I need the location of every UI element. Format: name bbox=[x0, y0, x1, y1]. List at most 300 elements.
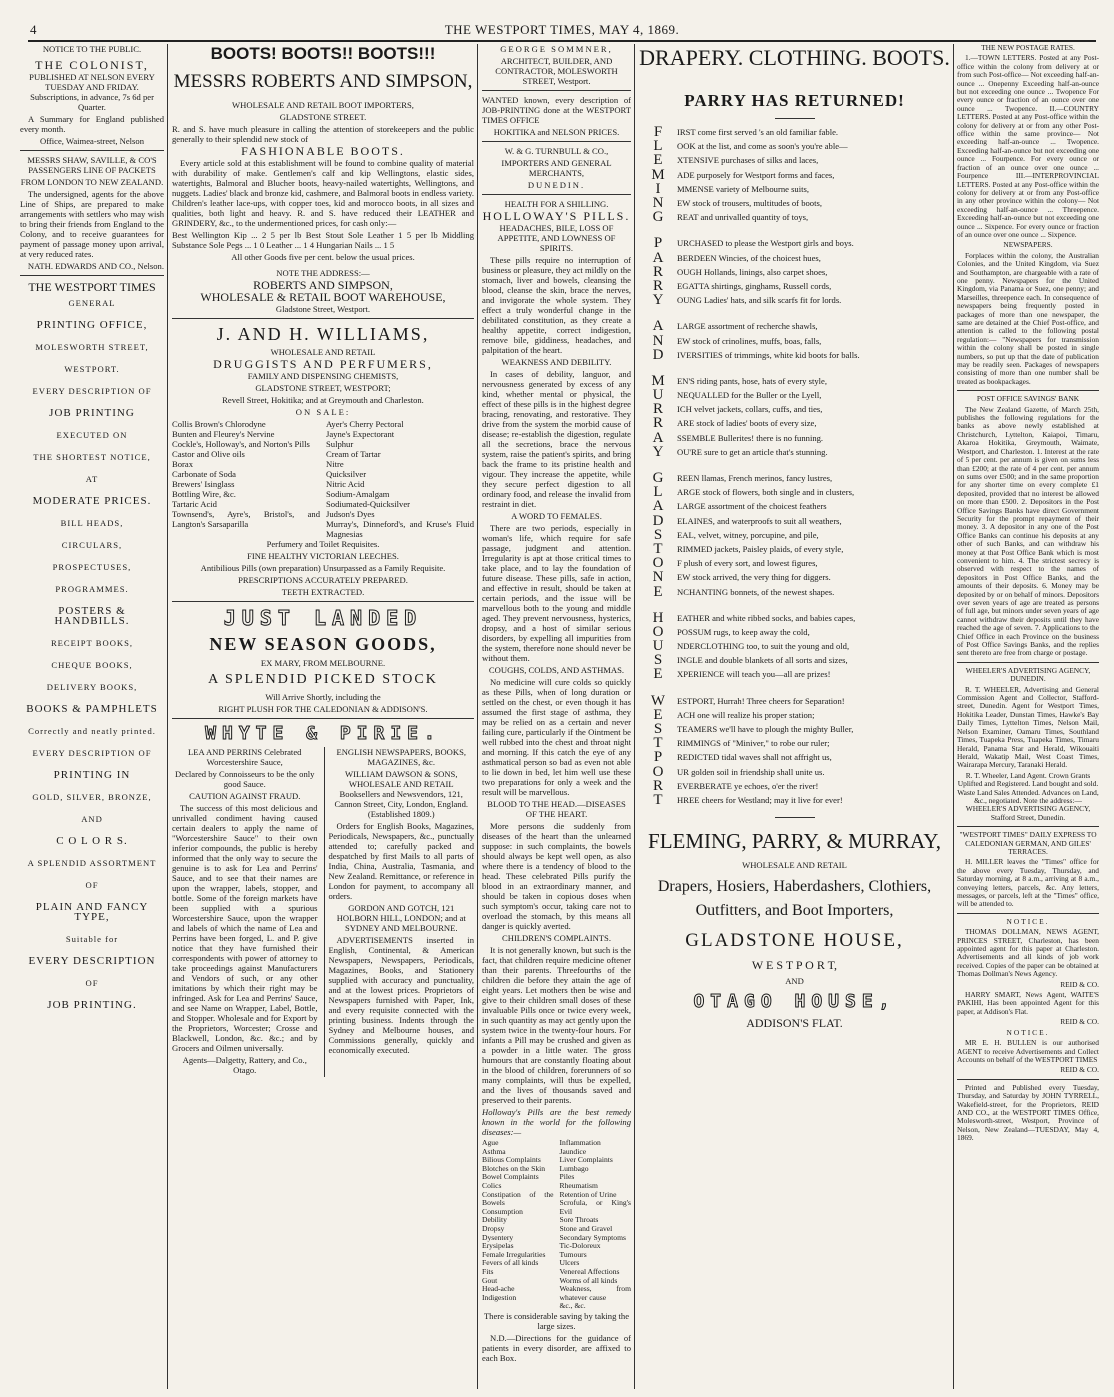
rs-fashion: FASHIONABLE BOOTS. bbox=[241, 144, 405, 158]
list-item: Blotches on the Skin bbox=[482, 1163, 546, 1173]
job-printing-line: A SPLENDID ASSORTMENT bbox=[27, 858, 157, 868]
wg-title: W. & G. TURNBULL & CO., bbox=[504, 146, 609, 156]
divider bbox=[957, 662, 1099, 663]
lea-perrins-ad bbox=[172, 747, 318, 1077]
acrostic-line bbox=[639, 265, 950, 279]
lp-title: LEA AND PERRINS Celebrated Worcestershire Sauce, bbox=[188, 747, 302, 767]
jl-new: NEW SEASON GOODS, bbox=[209, 634, 437, 654]
jl-right: RIGHT PLUSH FOR THE CALEDONIAN & ADDISON'S. bbox=[218, 704, 428, 714]
acrostic-letter: M bbox=[651, 372, 665, 389]
hp-nd: N.D.—Directions for the guidance of patients in every disorder, are affixed to each Box. bbox=[482, 1332, 631, 1363]
acrostic-text: LARGE assortment of recherche shawls, bbox=[677, 321, 818, 332]
divider bbox=[172, 718, 474, 719]
list-item: Jayne's Expectorant bbox=[326, 429, 395, 439]
column-1 bbox=[20, 44, 164, 1389]
acrostic-letter: A bbox=[652, 318, 664, 335]
list-item: Castor and Olive oils bbox=[172, 449, 245, 459]
acrostic-line bbox=[639, 793, 950, 807]
acrostic-letter: D bbox=[652, 346, 664, 363]
acrostic-letter: A bbox=[652, 498, 664, 515]
jl-splendid: A SPLENDID PICKED STOCK bbox=[208, 672, 438, 687]
acrostic-line bbox=[639, 125, 950, 139]
acrostic-text: IVERSITIES of trimmings, white kid boots for balls. bbox=[677, 349, 860, 360]
list-item: Sulphur bbox=[326, 439, 354, 449]
acrostic-text: SSEMBLE Bullerites! there is no funning. bbox=[677, 432, 824, 443]
acrostic-text: INGLE and double blankets of all sorts and sizes, bbox=[677, 655, 848, 666]
hp-disease-right bbox=[560, 1139, 632, 1311]
job-printing-line: Suitable for bbox=[65, 934, 119, 944]
acrostic-line bbox=[639, 708, 950, 722]
reid-sign-1: REID & CO. bbox=[1060, 979, 1099, 989]
job-printing-line: PLAIN AND FANCY TYPE, bbox=[35, 901, 149, 923]
acrostic-letter: R bbox=[652, 777, 663, 794]
acrostic-text: RIMMED jackets, Paisley plaids, of every style, bbox=[677, 543, 844, 554]
acrostic-text: ADE purposely for Westport forms and faces, bbox=[677, 169, 835, 180]
acrostic-line bbox=[639, 779, 950, 793]
acrostic-letter: R bbox=[652, 263, 663, 280]
acrostic-text: RIMMINGS of "Miniver," to robe our ruler; bbox=[677, 738, 830, 749]
divider bbox=[20, 150, 164, 151]
list-item: Retention of Urine bbox=[559, 1189, 617, 1199]
gs-body: ARCHITECT, BUILDER, AND CONTRACTOR, MOLESWORTH STREET, Westport. bbox=[495, 56, 618, 86]
acrostic-text: REEN llamas, French merinos, fancy lustres, bbox=[677, 473, 833, 484]
en-gg: GORDON AND GOTCH, 121 HOLBORN HILL, LONDON; and at SYDNEY AND MELBOURNE. bbox=[336, 903, 466, 933]
hp-body6: It is not generally known, but such is the fact, that children require medicine oftener than their parents. Threefourths of the children die before they attain the age of eight years. Let mothers then be wise and give to their children small doses of these invaluable Pills once or twice every week, in such quantity as may act gently upon the system twice in the twenty-four hours. For infants a Pill may be crushed and given as a powder in a little water. The gross humours that are constantly floating about in the blood of children, forerunners of so many complaints, will thus be expelled, and the lives of thousands saved and preserved to their parents. bbox=[482, 945, 631, 1105]
acrostic-line bbox=[639, 293, 950, 307]
acrostic-text: EVERBERATE ye echoes, o'er the river! bbox=[677, 780, 819, 791]
list-item: Fits bbox=[482, 1266, 494, 1276]
hp-title: HOLLOWAY'S PILLS. bbox=[482, 209, 631, 223]
acrostic-line bbox=[639, 196, 950, 210]
hp-saving: There is considerable saving by taking the large sizes. bbox=[483, 1310, 630, 1331]
acrostic-letter: G bbox=[652, 209, 664, 226]
en-adv: ADVERTISEMENTS inserted in English, Continental, & American Newspapers, Newspapers, Periodicals, Magazines, Books, and Stationery supplied with accuracy and punctuality, and at the lowest prices. Proprietors of Newspapers furnished with Paper, Ink, and every requisite connected with the printing business. Indents through the Sydney and Melbourne houses, and Commissions generally, quickly and economically executed. bbox=[328, 935, 474, 1055]
acrostic-letter: P bbox=[653, 749, 663, 766]
job-printing-line: PROGRAMMES. bbox=[55, 584, 129, 594]
wa-title: WHEELER'S ADVERTISING AGENCY, DUNEDIN. bbox=[965, 665, 1091, 684]
acrostic-text: F plush of every sort, and lowest figures, bbox=[677, 558, 818, 569]
acrostic-text: EW stock of trousers, multitudes of boots, bbox=[677, 198, 822, 209]
wa-body2: R. T. Wheeler, Land Agent. Crown Grants Uplifted and Registered. Land bought and sold. Waste Land Sales Attended. Advances on Land, &c., negotiated. Note the address:— WHEELER'S ADVERTISING AGENCY, Stafford Street, Dunedin. bbox=[957, 770, 1099, 822]
acrostic-line bbox=[639, 182, 950, 196]
acrostic-letter: S bbox=[653, 526, 663, 543]
list-item: Consumption bbox=[482, 1206, 523, 1216]
list-item: Collis Brown's Chlorodyne bbox=[172, 419, 266, 429]
acrostic-text: ARGE stock of flowers, both single and in clusters, bbox=[677, 487, 855, 498]
list-item: Worms of all kinds bbox=[559, 1275, 618, 1285]
acrostic-line bbox=[639, 528, 950, 542]
rs-addr3: Gladstone Street, Westport. bbox=[275, 304, 371, 314]
job-printing-line: MODERATE PRICES. bbox=[32, 495, 152, 507]
acrostic-text: ARE stock of ladies' boots of every size, bbox=[677, 418, 817, 429]
english-newspapers-ad bbox=[324, 747, 475, 1077]
jl-ex: EX MARY, FROM MELBOURNE. bbox=[260, 658, 386, 668]
list-item: Inflammation bbox=[559, 1138, 601, 1147]
column-rule bbox=[953, 44, 954, 1389]
acrostic-text: EATHER and white ribbed socks, and babies capes, bbox=[677, 612, 856, 623]
acrostic-line bbox=[639, 348, 950, 362]
acrostic-text: ELAINES, and waterproofs to suit all weathers, bbox=[677, 515, 842, 526]
job-printing-line: CIRCULARS, bbox=[61, 540, 123, 550]
job-printing-line: PRINTING OFFICE, bbox=[36, 319, 148, 331]
acrostic-letter: P bbox=[653, 235, 663, 252]
job-printing-list bbox=[20, 298, 164, 1010]
rs-title: MESSRS ROBERTS AND SIMPSON, bbox=[173, 71, 473, 92]
rs-prices: Best Wellington Kip ... 2 5 per lb Best Stout Sole Leather 1 5 per lb Middling Substance Sole Pegs ... 1 0 Leather ... 1 4 Hungarian Nails ... 1 5 bbox=[172, 230, 474, 250]
bullen-body: MR E. H. BULLEN is our authorised AGENT to receive Advertisements and Collect Accounts on behalf of the WESTPORT TIMES bbox=[957, 1038, 1099, 1064]
acrostic-text: POSSUM rugs, to keep away the cold, bbox=[677, 626, 810, 637]
acrostic-line bbox=[639, 542, 950, 556]
wg-body: IMPORTERS AND GENERAL MERCHANTS, bbox=[501, 158, 612, 178]
acrostic-line bbox=[639, 416, 950, 430]
hp-coughs: COUGHS, COLDS, AND ASTHMAS. bbox=[488, 665, 625, 675]
job-printing-line: WESTPORT. bbox=[64, 364, 120, 374]
acrostic-line bbox=[639, 514, 950, 528]
list-item: Nitric Acid bbox=[326, 479, 365, 489]
acrostic-letter: T bbox=[653, 791, 663, 808]
acrostic-text: OU'RE sure to get an article that's stunning. bbox=[677, 446, 828, 457]
hp-weak: WEAKNESS AND DEBILITY. bbox=[501, 357, 612, 367]
acrostic-letter: I bbox=[655, 180, 661, 197]
acrostic-letter: A bbox=[652, 429, 664, 446]
job-printing-line: EVERY DESCRIPTION OF bbox=[32, 748, 152, 758]
list-item: Tumours bbox=[559, 1249, 587, 1259]
list-item: Tic-Doloreux bbox=[559, 1241, 601, 1251]
acrostic-letter: E bbox=[653, 583, 663, 600]
masthead bbox=[28, 22, 1096, 42]
hp-body3: There are two periods, especially in woman's life, which require for safe passage, judgment and attention. Irregularity is apt at those critical times to take place, and to lay the foundation of future disease. These pills, safe in action, and effective in result, should be taken at certain periods, and the issue will be marvellous both to the young and middle aged. They prevent nervousness, hysterics, dropsy, and a host of similar serious disorders, by expelling all impurities from the system, therefore none should never be without them. bbox=[482, 523, 631, 663]
acrostic-text: MMENSE variety of Melbourne suits, bbox=[677, 183, 809, 194]
acrostic-text: HREE cheers for Westland; may it live for ever! bbox=[677, 794, 843, 805]
jl-arrive: Will Arrive Shortly, including the bbox=[265, 692, 381, 702]
acrostic-letter: N bbox=[652, 569, 664, 586]
column-rule bbox=[167, 44, 168, 1389]
list-item: Sodium-Amalgam bbox=[326, 489, 390, 499]
westport-caption: W E S T P O R T, bbox=[751, 958, 838, 973]
job-printing-line: THE SHORTEST NOTICE, bbox=[33, 452, 151, 462]
acrostic-line bbox=[639, 279, 950, 293]
jh-drug: DRUGGISTS AND PERFUMERS, bbox=[213, 357, 433, 371]
acrostic-line bbox=[639, 139, 950, 153]
en-body: Orders for English Books, Magazines, Periodicals, Newspapers, &c., punctually attended to; carefully packed and despatched by first Mails to all parts of India, China, Australia, Tasmania, and New Zealand. Remittance, or reference in London for payment, to accompany all orders. bbox=[328, 821, 474, 901]
job-printing-line: AND bbox=[81, 814, 103, 824]
job-printing-line: EXECUTED ON bbox=[56, 430, 128, 440]
hp-body2: In cases of debility, languor, and nervousness generated by excess of any kind, whether mental or physical, the effect of these pills is in the highest degree bracing, renovating, and restorative. They drive from the system the morbid cause of disease; re-establish the digestion, regulate all the secretions, brace the nervous system, raise the patient's spirits, and bring back the frame to its pristine health and vigour. They increase the appetite, while they secure perfect digestion to all ordinary food, and release the invalid from restraint in diet. bbox=[482, 369, 631, 509]
list-item: Weakness, from whatever cause bbox=[559, 1284, 631, 1302]
list-item: Venereal Affections bbox=[559, 1266, 620, 1276]
acrostic-letter: S bbox=[653, 721, 663, 738]
acrostic-line bbox=[639, 765, 950, 779]
acrostic-letter: S bbox=[653, 652, 663, 669]
lp-decl: Declared by Connoisseurs to be the only good Sauce. bbox=[175, 769, 315, 789]
acrostic-letter: M bbox=[651, 166, 665, 183]
fpm-outfit: Outfitters, and Boot Importers, bbox=[695, 902, 894, 920]
news-body: Forplaces within the colony, the Australian Colonies, and the United Kingdom, via Suez and Southampton, are chargeable with a rate of one penny. Newspapers for the United Kingdom, via Panama or Suez, one penny; and Marseilles, threepence each. In consequence of newspapers being frequently posted in packages of more than one newspaper, the same are detained at the Chief Post-office, and attention is called to the following postal regulation:— "Newspapers for transmission within the colony shall be posted in single numbers, so put up that the date of publication may be readily seen. Packages of newspapers consisting of more than one number shall be treated as bookpackages. bbox=[957, 250, 1099, 386]
shaw-body: The undersigned, agents for the above Line of Ships, are prepared to make arrangements with settlers who may wish to bring their friends from England to the Colony, and to receive guarantees for payment of passage money upon arrival, at very reduced rates. bbox=[20, 189, 164, 259]
jh-title: J. AND H. WILLIAMS, bbox=[216, 324, 430, 344]
acrostic-line bbox=[639, 682, 950, 694]
list-item: Cockle's, Holloway's, and Norton's Pills bbox=[172, 439, 310, 449]
list-item: Tartaric Acid bbox=[172, 499, 217, 509]
divider bbox=[775, 817, 815, 818]
acrostic-letter: F bbox=[653, 124, 663, 141]
drapery-heading: DRAPERY. CLOTHING. BOOTS. bbox=[639, 45, 950, 70]
acrostic-text: NCHANTING bonnets, of the newest shapes. bbox=[677, 586, 835, 597]
column-rule bbox=[477, 44, 478, 1389]
acrostic-line bbox=[639, 374, 950, 388]
lp-agents: Agents—Dalgetty, Rattery, and Co., Otago. bbox=[182, 1055, 307, 1075]
acrostic-letter: A bbox=[652, 249, 664, 266]
job-printing-line: GOLD, SILVER, BRONZE, bbox=[32, 792, 152, 802]
addisons-flat: ADDISON'S FLAT. bbox=[746, 1016, 843, 1031]
acrostic-line bbox=[639, 667, 950, 681]
acrostic-poem bbox=[639, 125, 950, 807]
wanted-prices: HOKITIKA and NELSON PRICES. bbox=[493, 127, 620, 137]
postage-title: THE NEW POSTAGE RATES. bbox=[981, 44, 1075, 52]
wt-title: THE WESTPORT TIMES bbox=[28, 280, 156, 294]
acrostic-text: EW stock of crinolines, muffs, boas, falls, bbox=[677, 335, 822, 346]
list-item: Dysentery bbox=[482, 1232, 514, 1242]
acrostic-text: ESTPORT, Hurrah! Three cheers for Separation! bbox=[677, 695, 845, 706]
divider bbox=[957, 826, 1099, 827]
list-item: Gout bbox=[482, 1275, 498, 1285]
job-printing-line: AT bbox=[85, 474, 99, 484]
jh-sub: WHOLESALE AND RETAIL bbox=[270, 347, 376, 357]
shaw-title: MESSRS SHAW, SAVILLE, & CO'S PASSENGERS LINE OF PACKETS bbox=[27, 155, 157, 175]
acrostic-line bbox=[639, 653, 950, 667]
acrostic-text: XPERIENCE will teach you—all are prizes! bbox=[677, 669, 831, 680]
colonist-name: THE COLONIST, bbox=[35, 58, 149, 72]
list-item: Debility bbox=[482, 1215, 507, 1225]
acrostic-letter: Y bbox=[652, 443, 664, 460]
acrostic-letter: R bbox=[652, 401, 663, 418]
job-printing-line: EVERY DESCRIPTION OF bbox=[32, 386, 152, 396]
hp-disease-lists bbox=[482, 1139, 631, 1311]
list-item: Ayer's Cherry Pectoral bbox=[326, 419, 404, 429]
acrostic-line bbox=[639, 251, 950, 265]
acrostic-letter: E bbox=[653, 152, 663, 169]
lp-body: The success of this most delicious and unrivalled condiment having caused certain dealers to apply the name of "Worcestershire Sauce" to their own inferior compounds, the public is hereby informed that the only way to secure the genuine is to ask for Lea and Perrins' Sauce, and to see that their names are upon the wrapper, labels, stopper, and bottle. Some of the foreign markets have been supplied with a spurious Worcestershire Sauce, upon the wrapper and labels of which the name of Lea and Perrins have been forged, L. and P. give notice that they have furnished their correspondents with power of attorney to take proceedings against Manufacturers and Vendors of such, or any other imitations by which their right may be infringed. Ask for Lea and Perrins' Sauce, and see Name on Wrapper, Label, Bottle, and Stopper. Wholesale and for Export by the Proprietors, Worcester; Crosse and Blackwell, London, &c. &c.; and by Grocers and Oilmen universally. bbox=[172, 803, 318, 1053]
list-item: Constipation of the Bowels bbox=[482, 1189, 554, 1208]
acrostic-letter: W bbox=[650, 692, 666, 709]
column-4 bbox=[639, 44, 950, 1389]
jh-presc: PRESCRIPTIONS ACCURATELY PREPARED. bbox=[238, 575, 408, 585]
acrostic-letter: O bbox=[652, 763, 664, 780]
list-item: Asthma bbox=[482, 1146, 506, 1156]
postage-body: 1.—TOWN LETTERS. Posted at any Post-office within the colony from delivery at or from such Post-office— Not exceeding half-an-ounce ... Onepenny Exceeding half-an-ounce but not exceeding one ounce ... Twopence For every ounce or fraction of an ounce over one ounce ... Twopence. II.—COUNTRY LETTERS. Posted at any Post-office within the colony for delivery at or from any other Post-office within the same province— Not exceeding half-an-ounce ... Twopence. Exceeding half-an-ounce but not exceeding one ounce ... Fourpence. For every ounce or fraction of an ounce over one ounce ... Fourpence III.—INTERPROVINCIAL LETTERS. Posted at any Post-office within the colony for delivery at or from any Post-office in any other province within the colony— Not exceeding half-an-ounce ... Threepence. Exceeding half-an-ounce but not exceeding one ounce ... Sixpence. For every ounce or fraction of an ounce over one ounce ... Sixpence. bbox=[957, 53, 1099, 239]
rs-body: Every article sold at this establishment will be found to combine quality of material with durability of make. Gentlemen's calf and kip Wellingtons, elastic sides, watertights, Balmoral and Blucher boots, heavy-nailed watertights, Wellingtons, and nuggets. Ladies' black and bronze kid, cashmere, and Balmoral boots in endless variety. Children's leather lace-ups, with copper toes, kid and morocco boots, in all sizes and qualities, both light and heavy. R. and S. have reduced their LEATHER and GRINDERY, &c., to the undermentioned prices, for cash only:— bbox=[172, 158, 474, 228]
rs-intro: R. and S. have much pleasure in calling the attention of storekeepers and the public generally to their splendid new stock of bbox=[172, 124, 474, 144]
psb-title: POST OFFICE SAVINGS' BANK bbox=[976, 394, 1080, 404]
acrostic-letter: N bbox=[652, 332, 664, 349]
list-item: Sore Throats bbox=[559, 1215, 599, 1225]
hp-body1: These pills require no interruption of business or pleasure, they act mildly on the stomach, liver and bowels, cleansing the blood, cleanse the skin, brace the nerves, and invigorate the whole system. They effect a truly wonderful change in the debilitated constitution, as they create a healthy appetite, correct indigestion, remove bile, giddiness, headaches, and palpitation of the heart. bbox=[482, 255, 631, 355]
job-printing-line: PRINTING IN bbox=[53, 769, 131, 781]
hp-females: A WORD TO FEMALES. bbox=[511, 511, 602, 521]
list-item: Townsend's, Ayre's, Bristol's, and Langton's Sarsaparilla bbox=[172, 509, 320, 529]
list-item: Nitre bbox=[326, 459, 344, 469]
rs-goods: All other Goods five per cent. below the usual prices. bbox=[231, 252, 415, 262]
jh-antib: Antibilious Pills (own preparation) Unsurpassed as a Family Requisite. bbox=[200, 563, 446, 573]
rs-note: NOTE THE ADDRESS:— bbox=[276, 268, 370, 278]
dollman-body: THOMAS DOLLMAN, NEWS AGENT, PRINCES STREET, Charleston, has been appointed agent for this paper at Charleston. Advertisements and all kinds of job work received. Copies of the paper can be obtained at Thomas Dollman's News Agency. bbox=[957, 927, 1099, 979]
job-printing-line: RECEIPT BOOKS, bbox=[50, 638, 134, 648]
acrostic-line bbox=[639, 570, 950, 584]
acrostic-line bbox=[639, 584, 950, 598]
news-title: NEWSPAPERS. bbox=[1003, 240, 1053, 250]
list-item: Stone and Gravel bbox=[559, 1223, 613, 1233]
divider bbox=[172, 601, 474, 602]
reid-sign-2: REID & CO. bbox=[1060, 1017, 1099, 1027]
rs-street: GLADSTONE STREET. bbox=[279, 112, 367, 122]
acrostic-line bbox=[639, 485, 950, 499]
job-printing-line: BOOKS & PAMPHLETS bbox=[26, 703, 158, 715]
list-item: Bunten and Fleurey's Nervine bbox=[172, 429, 275, 439]
acrostic-line bbox=[639, 639, 950, 653]
hp-blood: BLOOD TO THE HEAD.—DISEASES OF THE HEART. bbox=[487, 799, 626, 819]
list-item: Liver Complaints bbox=[559, 1155, 613, 1165]
hp-body5: More persons die suddenly from diseases of the heart than the unlearned suppose: in such complaints, the bowels should always be kept well open, as also where there is a tendency of blood to the head. These celebrated Pills purify the blood in an extraordinary manner, and should be taken in copious doses when such symptom's occur, taking care not to overload the stomach, by this means all danger is quickly averted. bbox=[482, 821, 631, 931]
job-printing-line: MOLESWORTH STREET, bbox=[35, 342, 149, 352]
acrostic-text: NEQUALLED for the Buller or the Lyell, bbox=[677, 390, 822, 401]
list-item: Fevers of all kinds bbox=[482, 1258, 539, 1268]
acrostic-letter: L bbox=[653, 138, 663, 155]
acrostic-letter: R bbox=[652, 415, 663, 432]
acrostic-text: REDICTED tidal waves shall not affright us, bbox=[677, 752, 832, 763]
acrostic-line bbox=[639, 388, 950, 402]
hp-child: CHILDREN'S COMPLAINTS. bbox=[502, 933, 611, 943]
colonist-summary: A Summary for England published every month. bbox=[20, 114, 164, 134]
parry-returned: PARRY HAS RETURNED! bbox=[684, 91, 905, 110]
list-item: Sodiumated-Quicksilver bbox=[326, 499, 411, 509]
acrostic-text: LARGE assortment of the choicest feathers bbox=[677, 501, 827, 512]
acrostic-line bbox=[639, 471, 950, 485]
acrostic-letter: Y bbox=[652, 292, 664, 309]
wg-city: DUNEDIN. bbox=[527, 180, 586, 190]
list-item: Brewers' Isinglass bbox=[172, 479, 235, 489]
acrostic-line bbox=[639, 319, 950, 333]
rs-sub: WHOLESALE AND RETAIL BOOT IMPORTERS, bbox=[232, 100, 414, 110]
smart-body: HARRY SMART, News Agent, WAITE'S PAKIHI, Has been appointed Agent for this paper, at Addison's Flat. bbox=[957, 990, 1099, 1016]
miller-body: H. MILLER leaves the "Times" office for the above every Tuesday, Thursday, and Saturday morning, at 8 a.m., arriving at 8 a.m., conveying letters, parcels, &c. Any letters, messages, or parcels, left at the "Times" office, will be attended to. bbox=[957, 857, 1099, 909]
colonist-office: Office, Waimea-street, Nelson bbox=[40, 136, 144, 146]
acrostic-line bbox=[639, 224, 950, 236]
acrostic-line bbox=[639, 722, 950, 736]
acrostic-line bbox=[639, 431, 950, 445]
divider bbox=[482, 194, 631, 195]
job-printing-line: JOB PRINTING bbox=[49, 407, 135, 419]
list-item: Carbonate of Soda bbox=[172, 469, 236, 479]
acrostic-letter: O bbox=[652, 623, 664, 640]
acrostic-letter: U bbox=[652, 638, 664, 655]
jh-leech: FINE HEALTHY VICTORIAN LEECHES. bbox=[247, 551, 399, 561]
gs-title: GEORGE SOMMNER, bbox=[500, 44, 613, 54]
acrostic-letter: N bbox=[652, 195, 664, 212]
fpm-title: FLEMING, PARRY, & MURRAY, bbox=[648, 829, 941, 854]
hp-sub: HEADACHES, BILE, LOSS OF APPETITE, AND LOWNESS OF SPIRITS. bbox=[497, 223, 616, 253]
job-printing-line: OF bbox=[85, 978, 99, 988]
column-3 bbox=[482, 44, 631, 1389]
acrostic-text: REAT and unrivalled quantity of toys, bbox=[677, 212, 809, 223]
just-landed-heading: JUST LANDED bbox=[223, 606, 423, 630]
fpm-trades: Drapers, Hosiers, Haberdashers, Clothiers, bbox=[657, 878, 932, 896]
list-item: Bilious Complaints bbox=[482, 1155, 541, 1165]
health-title: HEALTH FOR A SHILLING. bbox=[504, 199, 609, 209]
list-item: Jaundice bbox=[559, 1146, 587, 1156]
column-5 bbox=[957, 44, 1099, 1389]
acrostic-text: UR golden soil in friendship shall unite us. bbox=[677, 766, 825, 777]
lp-caution: CAUTION AGAINST FRAUD. bbox=[189, 791, 301, 801]
acrostic-line bbox=[639, 736, 950, 750]
imprint: Printed and Published every Tuesday, Thursday, and Saturday by JOHN TYRRELL, Wakefield-street, for the Proprietors, REID AND CO., at the WESTPORT TIMES Office, Molesworth-street, Westport, Province of Nelson, New Zealand—TUESDAY, May 4, 1869. bbox=[957, 1082, 1099, 1143]
list-item: Dropsy bbox=[482, 1223, 505, 1233]
job-printing-line: BILL HEADS, bbox=[60, 518, 124, 528]
lp-en-columns bbox=[172, 747, 474, 1077]
reid-sign-3: REID & CO. bbox=[1060, 1065, 1099, 1075]
psb-body: The New Zealand Gazette, of March 25th, publishes the following regulations for the banks as above newly established at Christchurch, Lyttelton, Kaiapoi, Timaru, Akaroa Hokitika, Greymouth, Waimate, Westport, and Charleston. 1. Interest at the rate of 5 per cent. per annum is given on sums less than £200; at the rate of 4 per cent. per annum on sums over £500; and in the same proportion for any shorter time on every complete £1 deposited, provided that no interest be allowed on more than £500. 2. Depositors in the Post Office Savings Banks have direct Government Security for the prompt repayment of their money. 3. A depositor in any one of the Post Office Banks can continue his deposits at any other of such Banks, and can withdraw his money at that Post Office Bank which is most convenient to him. 4. The strictest secrecy is observed with respect to the names of depositors in Post Office Banks, and the amounts of their deposits. 6. Money may be deposited by or on behalf of minors. Depositors over seven years of age are treated as persons of full age, but minors under seven years of age cannot withdraw their deposits until they have reached the age of seven. 7. Applications to the Chief Office in each Province on the business of Post Office Savings Banks, and the replies sent thereto are free from charge or postage. bbox=[957, 404, 1099, 658]
acrostic-line bbox=[639, 210, 950, 224]
acrostic-line bbox=[639, 556, 950, 570]
acrostic-text: OOK at the list, and come as soon's you're able— bbox=[677, 141, 848, 152]
acrostic-line bbox=[639, 750, 950, 764]
list-item: Quicksilver bbox=[326, 469, 367, 479]
acrostic-text: OUNG Ladies' hats, and silk scarfs fit for lords. bbox=[677, 295, 842, 306]
jh-stock-right bbox=[326, 419, 474, 539]
list-item: Erysipelas bbox=[482, 1241, 514, 1251]
list-item: Rheumatism bbox=[559, 1180, 598, 1190]
job-printing-line: JOB PRINTING. bbox=[47, 999, 137, 1011]
acrostic-line bbox=[639, 611, 950, 625]
list-item: Cream of Tartar bbox=[326, 449, 381, 459]
list-item: Judson's Dyes bbox=[326, 509, 375, 519]
divider bbox=[172, 318, 474, 319]
acrostic-letter: E bbox=[653, 666, 663, 683]
acrostic-text: ICH velvet jackets, collars, cuffs, and ties, bbox=[677, 404, 823, 415]
column-2 bbox=[172, 44, 474, 1389]
acrostic-text: ACH one will realize his proper station; bbox=[677, 709, 815, 720]
list-item: Secondary Symptoms bbox=[559, 1232, 626, 1242]
notice-title: NOTICE TO THE PUBLIC. bbox=[42, 44, 142, 54]
divider bbox=[957, 390, 1099, 391]
acrostic-text: EN'S riding pants, hose, hats of every style, bbox=[677, 375, 828, 386]
shaw-sign: NATH. EDWARDS AND CO., Nelson. bbox=[27, 261, 164, 271]
en-title: ENGLISH NEWSPAPERS, BOOKS, MAGAZINES, &c. bbox=[336, 747, 467, 767]
notice-1: NOTICE. bbox=[1006, 916, 1050, 926]
divider bbox=[775, 118, 815, 119]
acrostic-text: EGATTA shirtings, ginghams, Russell cords, bbox=[677, 280, 832, 291]
jh-perf: Perfumery and Toilet Requisites. bbox=[266, 539, 380, 549]
list-item: Indigestion bbox=[482, 1292, 517, 1302]
job-printing-line: C O L O R S. bbox=[56, 835, 128, 847]
divider bbox=[957, 1079, 1099, 1080]
acrostic-letter: G bbox=[652, 470, 664, 487]
acrostic-line bbox=[639, 459, 950, 471]
list-item: Bowel Complaints bbox=[482, 1172, 539, 1182]
job-printing-line: GENERAL bbox=[68, 298, 116, 308]
acrostic-line bbox=[639, 362, 950, 374]
list-item: Head-ache bbox=[482, 1284, 515, 1294]
acrostic-line bbox=[639, 333, 950, 347]
acrostic-line bbox=[639, 599, 950, 611]
jh-onsale: ON SALE: bbox=[295, 407, 351, 417]
wanted-text: WANTED known, every description of JOB-PRINTING done at the WESTPORT TIMES OFFICE bbox=[482, 95, 631, 125]
acrostic-line bbox=[639, 402, 950, 416]
acrostic-letter: T bbox=[653, 540, 663, 557]
acrostic-text: EAL, velvet, witney, porcupine, and pile, bbox=[677, 529, 819, 540]
job-printing-line: DELIVERY BOOKS, bbox=[46, 682, 138, 692]
notice-2: NOTICE. bbox=[1006, 1027, 1050, 1037]
list-item: Bottling Wire, &c. bbox=[172, 489, 236, 499]
